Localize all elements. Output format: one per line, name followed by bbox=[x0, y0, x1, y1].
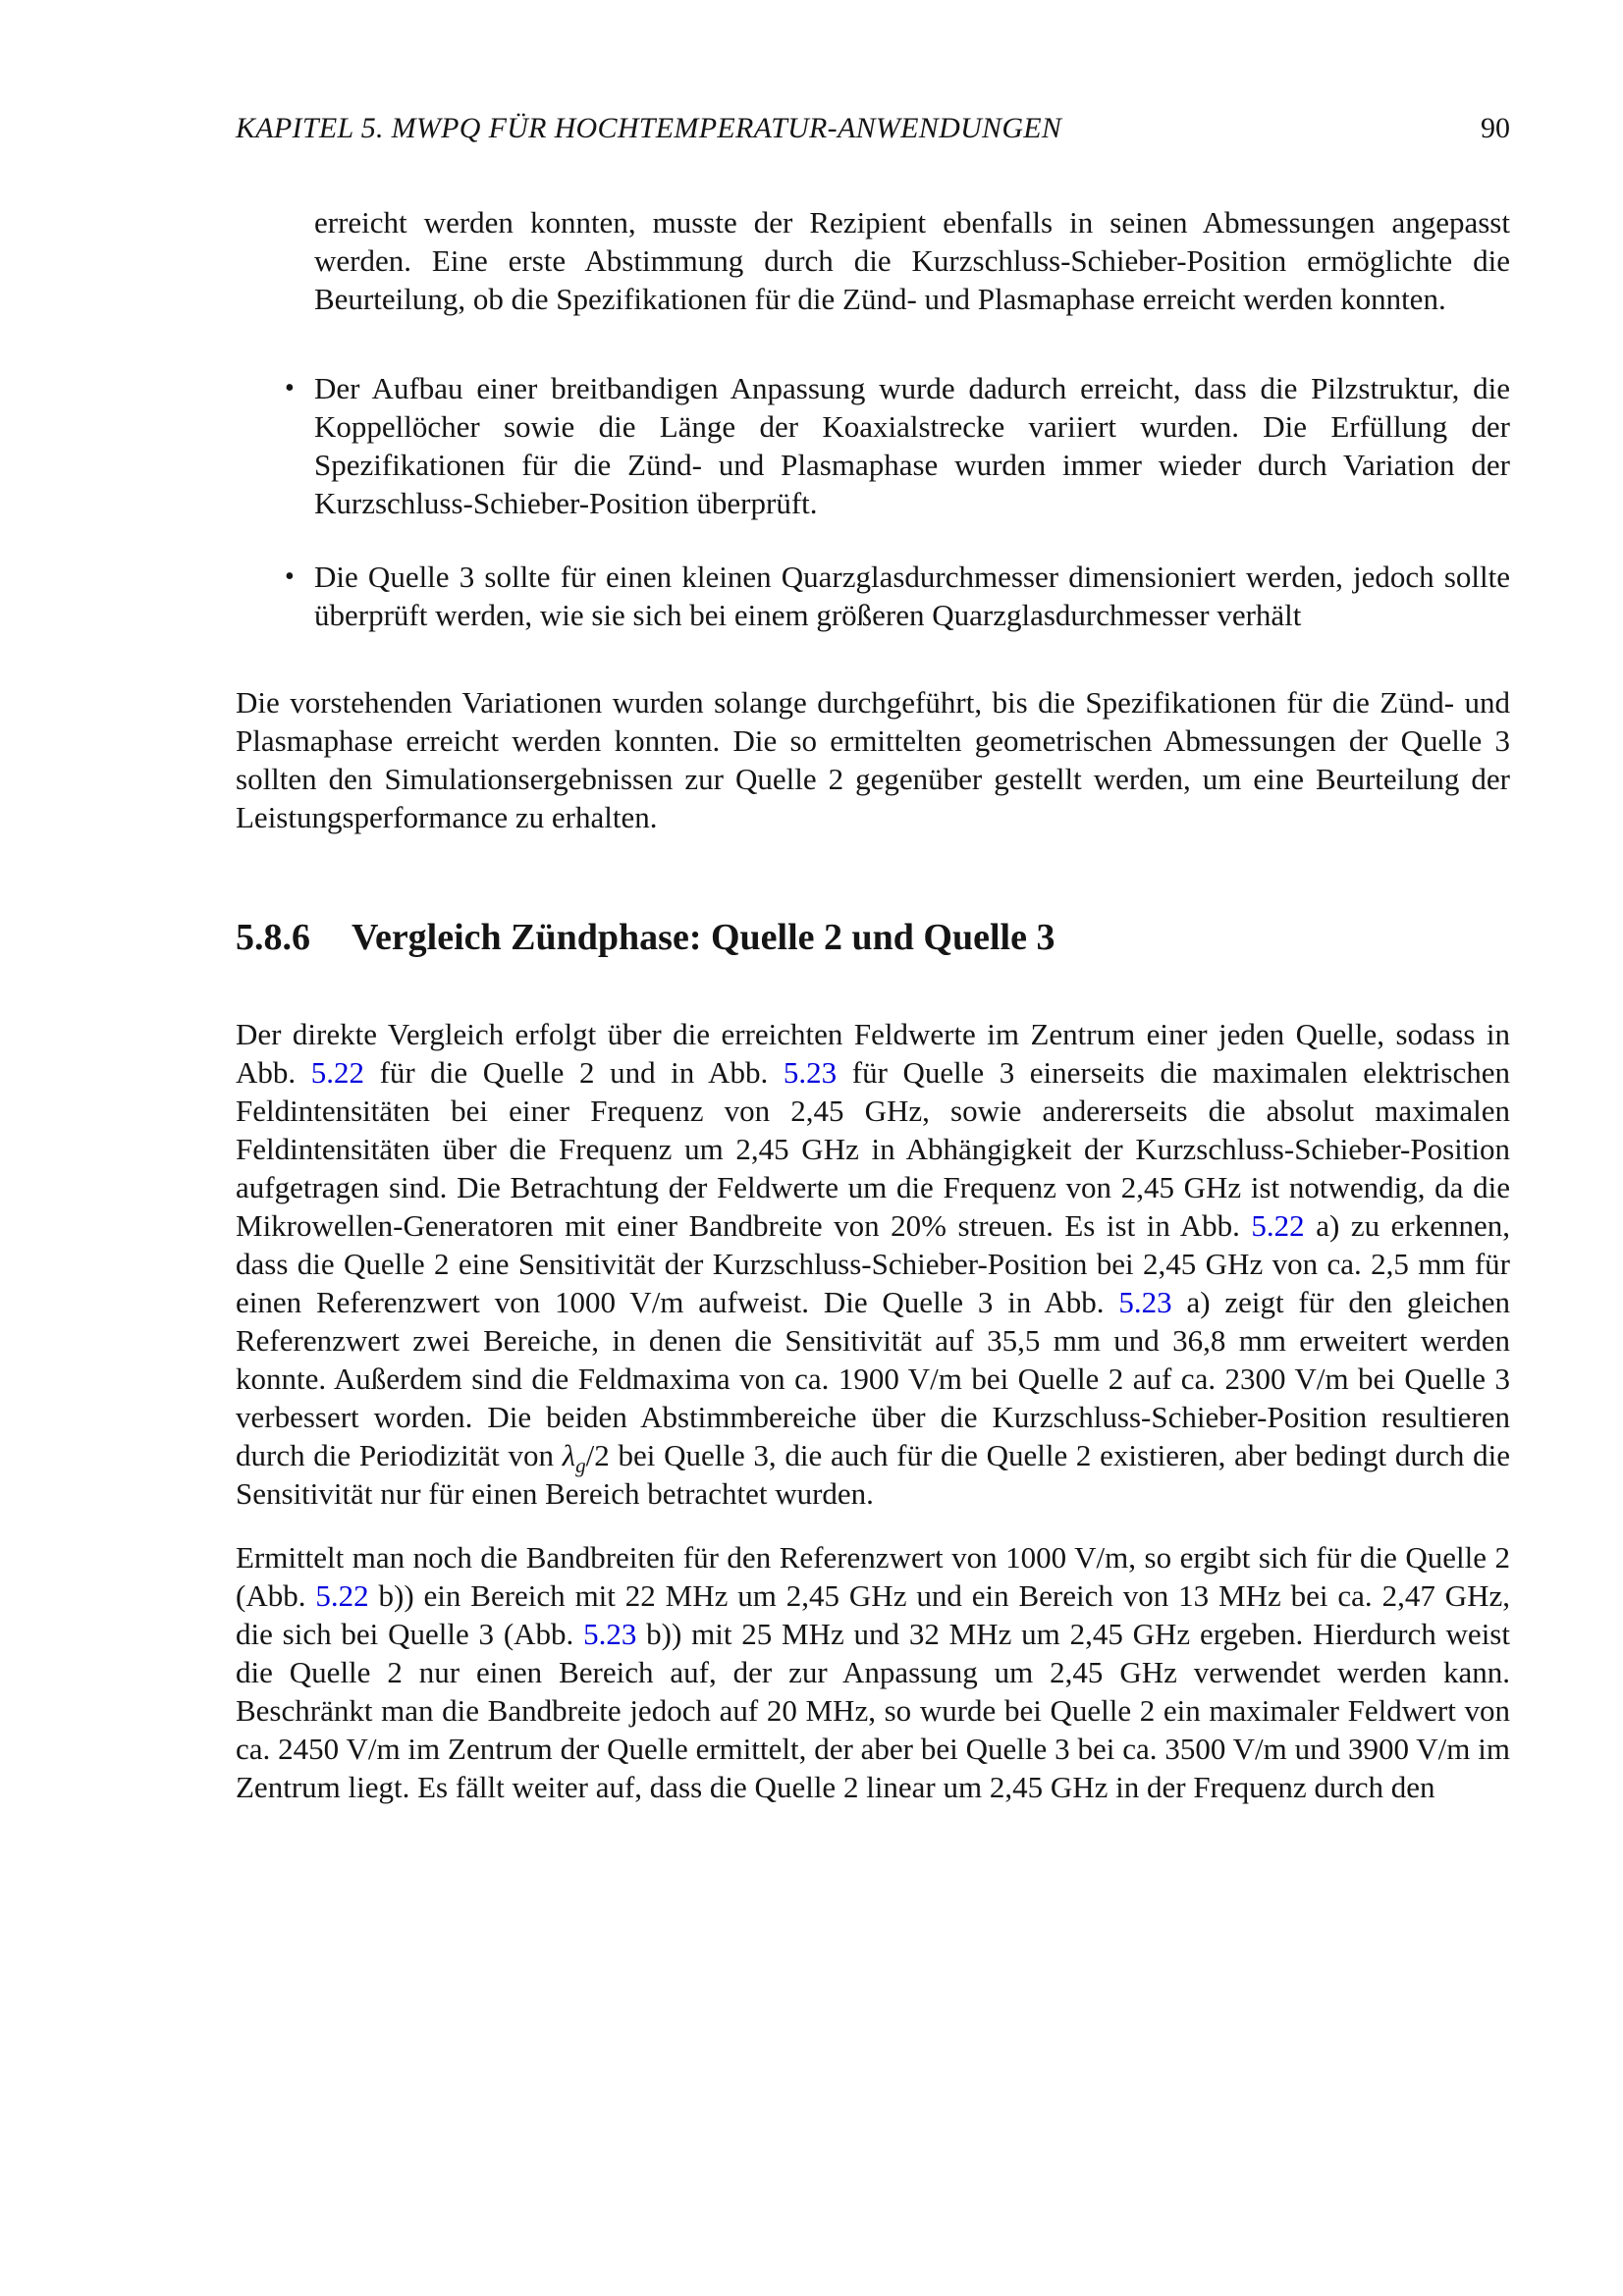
paragraph-variations: Die vorstehenden Variationen wurden solange durchgeführt, bis die Spezifikationen für die Zünd- und Plasmaphase erreicht werden konnten. Die so ermittelten geometrischen Abmessungen der Quelle 3 sollten den Simulationsergebnissen zur Quelle 2 gegenüber gestellt werden, um eine Beurteilung der Leistungsperformance zu erhalten. bbox=[236, 685, 1510, 834]
list-item bbox=[285, 558, 1510, 634]
figure-reference-link[interactable]: 5.23 bbox=[783, 1055, 838, 1090]
list-item-text: Der Aufbau einer breitbandigen Anpassung wurde dadurch erreicht, dass die Pilzstruktur, die Koppellöcher sowie die Länge der Koaxialstrecke variiert wurden. Die Erfüllung der Spezifikationen für die Zünd- und Plasmaphase wurden immer wieder durch Variation der Kurzschluss-Schieber-Position überprüft. bbox=[314, 371, 1510, 520]
figure-reference-link[interactable]: 5.22 bbox=[315, 1578, 369, 1613]
paragraph-intro-continuation: erreicht werden konnten, musste der Rezipient ebenfalls in seinen Abmessungen angepasst werden. Eine erste Abstimmung durch die Kurzschluss-Schieber-Position ermöglichte die Beurteilung, ob die Spezifikationen für die Zünd- und Plasmaphase erreicht werden konnten. bbox=[314, 205, 1510, 316]
running-chapter-title: KAPITEL 5. MWPQ FÜR HOCHTEMPERATUR-ANWENDUNGEN bbox=[236, 112, 1062, 144]
list-item-text: Die Quelle 3 sollte für einen kleinen Quarzglasdurchmesser dimensioniert werden, jedoch sollte überprüft werden, wie sie sich bei einem größeren Quarzglasdurchmesser verhält bbox=[314, 560, 1510, 632]
paragraph-comparison: Der direkte Vergleich erfolgt über die erreichten Feldwerte im Zentrum einer jeden Quelle, sodass in Abb. 5.22 für die Quelle 2 und in Abb. 5.23 für Quelle 3 einerseits die maximalen elektrischen Feldintensitäten bei einer Frequenz von 2,45 GHz, sowie andererseits die absolut maximalen Feldintensitäten über die Frequenz um 2,45 GHz in Abhängigkeit der Kurzschluss-Schieber-Position aufgetragen sind. Die Betrachtung der Feldwerte um die Frequenz von 2,45 GHz ist notwendig, da die Mikrowellen-Generatoren mit einer Bandbreite von 20% streuen. Es ist in Abb. 5.22 a) zu erkennen, dass die Quelle 2 eine Sensitivität der Kurzschluss-Schieber-Position bei 2,45 GHz von ca. 2,5 mm für einen Referenzwert von 1000 V/m aufweist. Die Quelle 3 in Abb. 5.23 a) zeigt für den gleichen Referenzwert zwei Bereiche, in denen die Sensitivität auf 35,5 mm und 36,8 mm erweitert werden konnte. Außerdem sind die Feldmaxima von ca. 1900 V/m bei Quelle 2 auf ca. 2300 V/m bei Quelle 3 verbessert worden. Die beiden Abstimmbereiche über die Kurzschluss-Schieber-Position resultieren durch die Periodizität von $\lambda_g/2$ bei Quelle 3, die auch für die Quelle 2 existieren, aber bedingt durch die Sensitivität nur für einen Bereich betrachtet wurden. bbox=[236, 1017, 1510, 1511]
figure-reference-link[interactable]: 5.22 bbox=[1251, 1208, 1305, 1243]
figure-reference-link[interactable]: 5.23 bbox=[583, 1617, 637, 1651]
figure-reference-link[interactable]: 5.22 bbox=[310, 1055, 364, 1090]
page-number: 90 bbox=[1481, 112, 1510, 144]
figure-reference-link[interactable]: 5.23 bbox=[1118, 1285, 1172, 1319]
text-block bbox=[236, 110, 1510, 1806]
section-title: Vergleich Zündphase: Quelle 2 und Quelle 3 bbox=[352, 917, 1055, 958]
bullet-icon: • bbox=[285, 561, 295, 592]
running-header bbox=[236, 110, 1510, 147]
bullet-list bbox=[236, 369, 1510, 634]
list-item bbox=[285, 369, 1510, 522]
inline-math-lambda-g-half: $\lambda_g/2$ bbox=[562, 1438, 610, 1478]
section-number: 5.8.6 bbox=[236, 917, 310, 958]
section-heading bbox=[236, 915, 1510, 960]
paragraph-bandwidth: Ermittelt man noch die Bandbreiten für den Referenzwert von 1000 V/m, so ergibt sich für die Quelle 2 (Abb. 5.22 b)) ein Bereich mit 22 MHz um 2,45 GHz und ein Bereich von 13 MHz bei ca. 2,47 GHz, die sich bei Quelle 3 (Abb. 5.23 b)) mit 25 MHz und 32 MHz um 2,45 GHz ergeben. Hierdurch weist die Quelle 2 nur einen Bereich auf, der zur Anpassung um 2,45 GHz verwendet werden kann. Beschränkt man die Bandbreite jedoch auf 20 MHz, so wurde bei Quelle 2 ein maximaler Feldwert von ca. 2450 V/m im Zentrum der Quelle ermittelt, der aber bei Quelle 3 bei ca. 3500 V/m und 3900 V/m im Zentrum liegt. Es fällt weiter auf, dass die Quelle 2 linear um 2,45 GHz in der Frequenz durch den bbox=[236, 1540, 1510, 1804]
bullet-icon: • bbox=[285, 373, 295, 403]
